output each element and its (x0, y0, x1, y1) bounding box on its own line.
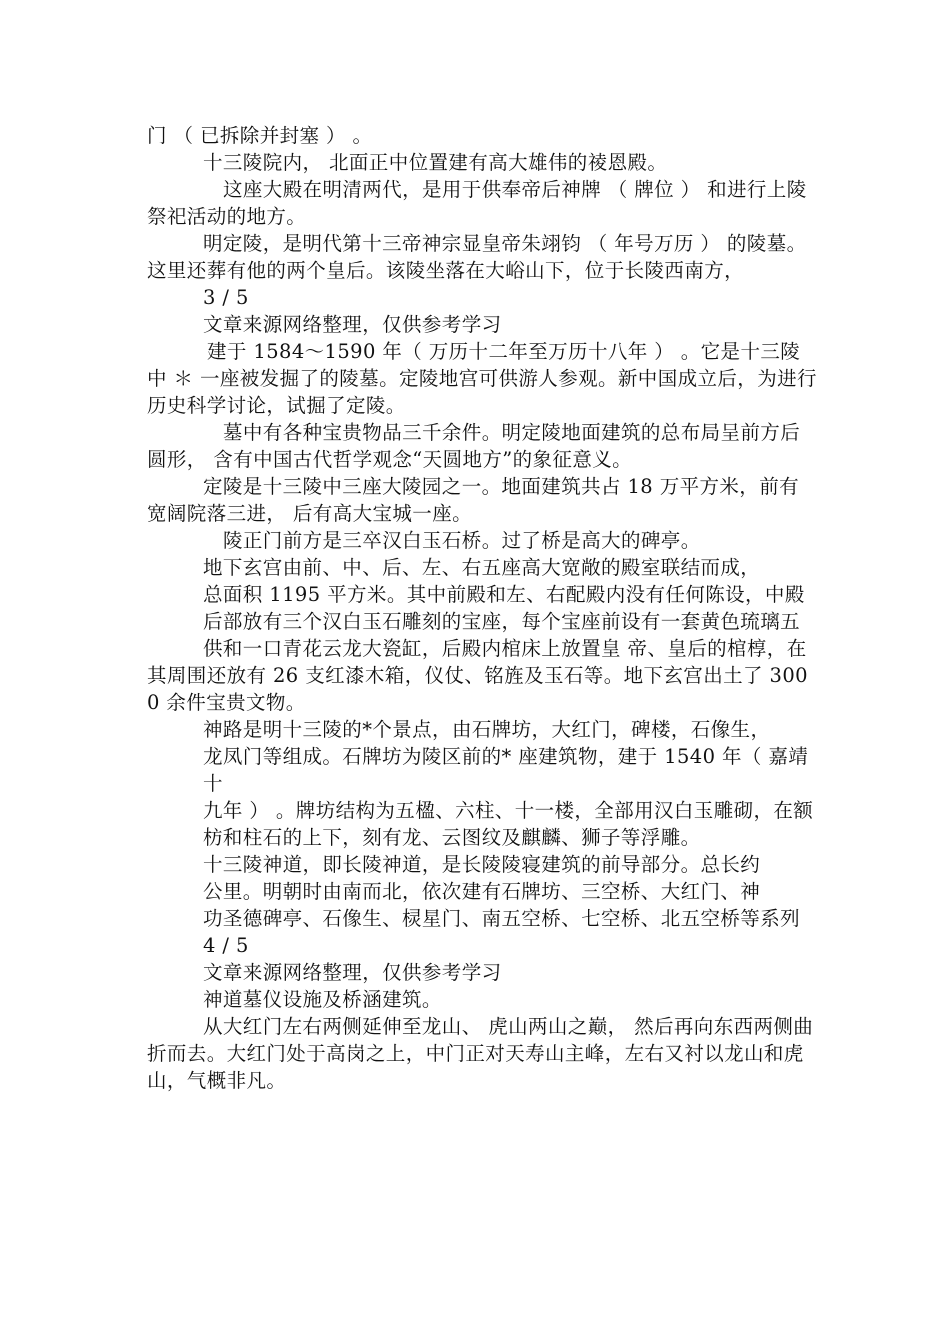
paragraph-treasures: 墓中有各种宝贵物品三千余件。明定陵地面建筑的总布局呈前方后圆形， 含有中国古代哲学观念“天圆地方”的象征意义。 (147, 421, 801, 471)
source-note: 文章来源网络整理，仅供参考学习 (203, 313, 502, 336)
page-number: 3 / 5 (203, 286, 249, 309)
paragraph-underground-palace: 地下玄宫由前、中、后、左、右五座高大宽敞的殿室联结而成， (203, 556, 761, 579)
paragraph-bridge: 陵正门前方是三卒汉白玉石桥。过了桥是高大的碑亭。 (223, 529, 701, 552)
paragraph-linen-hall: 十三陵院内， 北面正中位置建有高大雄伟的祾恩殿。 (203, 151, 668, 174)
paragraph-area: 定陵是十三陵中三座大陵园之一。地面建筑共占 18 万平方米，前有宽阔院落三进， 后有高大宝城一座。 (147, 475, 800, 525)
paragraph-road-features: 功圣德碑亭、石像生、棂星门、南五空桥、七空桥、北五空桥等系列 (203, 907, 801, 930)
paragraph-road-sequence: 公里。明朝时由南而北，依次建有石牌坊、三空桥、大红门、神 (203, 880, 761, 903)
paragraph-sacred-way: 神路是明十三陵的*个景点，由石牌坊，大红门，碑楼，石像生， (203, 718, 771, 741)
paragraph-hall-purpose: 这座大殿在明清两代，是用于供奉帝后神牌 （ 牌位 ） 和进行上陵祭祀活动的地方。 (147, 178, 807, 228)
document-body (147, 122, 817, 1094)
source-note: 文章来源网络整理，仅供参考学习 (203, 961, 502, 984)
paragraph-thrones: 后部放有三个汉白玉石雕刻的宝座，每个宝座前设有一套黄色琉璃五 (203, 610, 801, 633)
paragraph-changling-road: 十三陵神道，即长陵神道，是长陵陵寝建筑的前导部分。总长约 (203, 853, 761, 876)
paragraph-dingling-intro: 明定陵，是明代第十三帝神宗显皇帝朱翊钧 （ 年号万历 ） 的陵墓。这里还葬有他的两个皇后。该陵坐落在大峪山下，位于长陵西南方， (147, 232, 807, 282)
paragraph-stone-archway: 龙凤门等组成。石牌坊为陵区前的* 座建筑物，建于 1540 年（ 嘉靖十 (203, 745, 809, 795)
paragraph-gate-sealed: 门 （ 已拆除并封塞 ） 。 (147, 124, 373, 147)
paragraph-total-area: 总面积 1195 平方米。其中前殿和左、右配殿内没有任何陈设，中殿 (203, 583, 805, 606)
paragraph-relics: 供和一口青花云龙大瓷缸，后殿内棺床上放置皇 帝、皇后的棺椁，在其周围还放有 26 支红漆木箱，仪仗、铭旌及玉石等。地下玄宫出土了 3000 余件宝贵文物。 (147, 637, 808, 714)
paragraph-reliefs: 枋和柱石的上下，刻有龙、云图纹及麒麟、狮子等浮雕。 (203, 826, 701, 849)
paragraph-archway-structure: 九年 ） 。牌坊结构为五楹、六柱、十一楼，全部用汉白玉雕砌，在额 (203, 799, 814, 822)
page-number: 4 / 5 (203, 934, 249, 957)
paragraph-ritual-facilities: 神道墓仪设施及桥涵建筑。 (203, 988, 442, 1011)
paragraph-construction: 建于 1584～1590 年（ 万历十二年至万历十八年 ） 。它是十三陵中 ＊ 一座被发掘了的陵墓。定陵地宫可供游人参观。新中国成立后，为进行历史科学讨论，试掘了定陵。 (147, 340, 817, 417)
paragraph-great-red-gate: 从大红门左右两侧延伸至龙山、 虎山两山之巅， 然后再向东西两侧曲折而去。大红门处于高岗之上，中门正对天寿山主峰，左右又衬以龙山和虎山，气概非凡。 (147, 1015, 814, 1092)
